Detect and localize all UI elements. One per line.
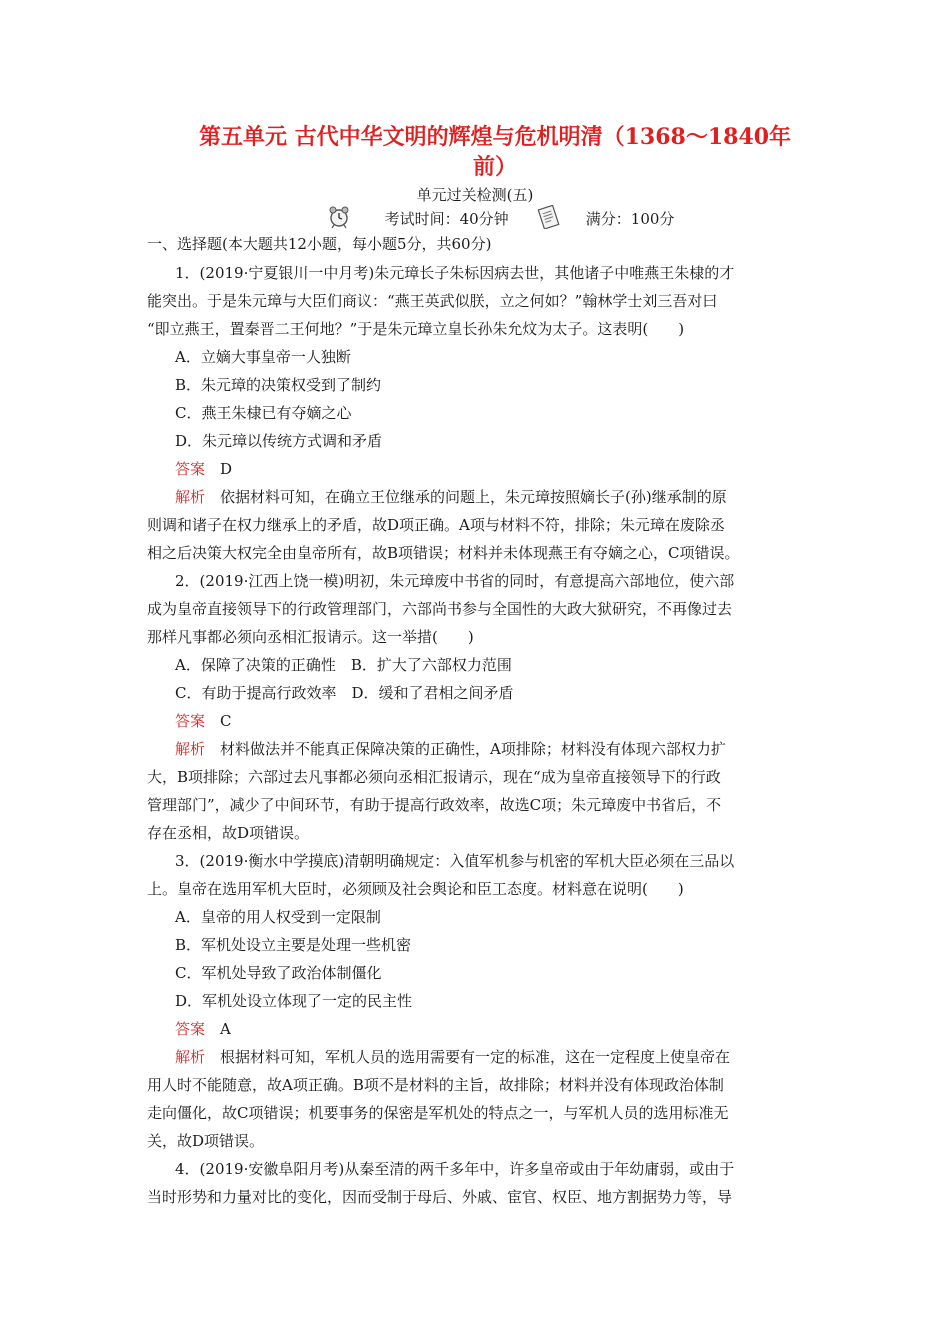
q1-answer	[175, 458, 232, 480]
q1-analysis-line2: 则调和诸子在权力继承上的矛盾，故D项正确。A项与材料不符，排除；朱元璋在废除丞	[147, 516, 725, 534]
q2-stem-line1: 2．(2019·江西上饶一模)明初，朱元璋废中书省的同时，有意提高六部地位，使六部	[175, 572, 735, 590]
q4-stem-line2: 当时形势和力量对比的变化，因而受制于母后、外戚、宦官、权臣、地方割据势力等，导	[147, 1188, 733, 1206]
q3-answer	[175, 1018, 231, 1040]
q1-stem-line2: 能突出。于是朱元璋与大臣们商议：“燕王英武似朕，立之何如？”翰林学士刘三吾对曰	[147, 292, 718, 310]
q2-analysis-line2: 大，B项排除；六部过去凡事都必须向丞相汇报请示，现在“成为皇帝直接领导下的行政	[147, 768, 721, 786]
q1-option-c: C．燕王朱棣已有夺嫡之心	[175, 404, 352, 422]
q3-option-b: B．军机处设立主要是处理一些机密	[175, 936, 412, 954]
analysis-label: 解析	[175, 1048, 206, 1066]
q1-analysis-line1	[175, 486, 727, 508]
full-score: 满分：100分	[585, 210, 675, 228]
q1-stem-line1: 1．(2019·宁夏银川一中月考)朱元璋长子朱标因病去世，其他诸子中唯燕王朱棣的才	[175, 264, 735, 282]
exam-time: 考试时间：40分钟	[384, 210, 509, 228]
q3-analysis-line4: 关，故D项错误。	[147, 1132, 265, 1150]
q1-stem-line3: “即立燕王，置秦晋二王何地？”于是朱元璋立皇长孙朱允炆为太子。这表明( )	[147, 320, 685, 338]
q1-option-d: D．朱元璋以传统方式调和矛盾	[175, 432, 383, 450]
answer-value: D	[220, 460, 233, 478]
exam-meta	[327, 205, 674, 235]
unit-title-line2: 前）	[472, 154, 517, 180]
analysis-text: 依据材料可知，在确立王位继承的问题上，朱元璋按照嫡长子(孙)继承制的原	[220, 488, 727, 506]
analysis-label: 解析	[175, 488, 206, 506]
answer-label: 答案	[175, 1020, 206, 1038]
q3-analysis-line2: 用人时不能随意，故A项正确。B项不是材料的主旨，故排除；材料并没有体现政治体制	[147, 1076, 724, 1094]
answer-label: 答案	[175, 712, 206, 730]
q2-analysis-line4: 存在丞相，故D项错误。	[147, 824, 310, 842]
answer-value: A	[220, 1020, 231, 1038]
q1-option-b: B．朱元璋的决策权受到了制约	[175, 376, 382, 394]
q2-stem-line2: 成为皇帝直接领导下的行政管理部门，六部尚书参与全国性的大政大狱研究，不再像过去	[147, 600, 733, 618]
exam-paper-icon	[536, 205, 562, 235]
analysis-text: 根据材料可知，军机人员的选用需要有一定的标准，这在一定程度上使皇帝在	[220, 1048, 731, 1066]
q3-analysis-line3: 走向僵化，故C项错误；机要事务的保密是军机处的特点之一，与军机人员的选用标准无	[147, 1104, 729, 1122]
analysis-text: 材料做法并不能真正保障决策的正确性，A项排除；材料没有体现六部权力扩	[220, 740, 726, 758]
q3-stem-line1: 3．(2019·衡水中学摸底)清朝明确规定：入值军机参与机密的军机大臣必须在三品以	[175, 852, 735, 870]
answer-label: 答案	[175, 460, 206, 478]
q4-stem-line1: 4．(2019·安徽阜阳月考)从秦至清的两千多年中，许多皇帝或由于年幼庸弱，或由于	[175, 1160, 735, 1178]
q3-option-c: C．军机处导致了政治体制僵化	[175, 964, 382, 982]
section-heading: 一、选择题(本大题共12小题，每小题5分，共60分)	[147, 235, 492, 253]
q1-option-a: A．立嫡大事皇帝一人独断	[175, 348, 351, 366]
subtitle: 单元过关检测(五)	[416, 186, 534, 204]
q2-analysis-line3: 管理部门”，减少了中间环节，有助于提高行政效率，故选C项；朱元璋废中书省后，不	[147, 796, 722, 814]
alarm-clock-icon	[327, 205, 351, 235]
q3-option-a: A．皇帝的用人权受到一定限制	[175, 908, 381, 926]
q3-stem-line2: 上。皇帝在选用军机大臣时，必须顾及社会舆论和臣工态度。材料意在说明( )	[147, 880, 684, 898]
q2-options-ab: A．保障了决策的正确性 B．扩大了六部权力范围	[175, 656, 512, 674]
q2-stem-line3: 那样凡事都必须向丞相汇报请示。这一举措( )	[147, 628, 474, 646]
unit-title-line1: 第五单元 古代中华文明的辉煌与危机明清（1368～1840年	[198, 124, 792, 150]
q3-analysis-line1	[175, 1046, 730, 1068]
q2-analysis-line1	[175, 738, 726, 760]
q3-option-d: D．军机处设立体现了一定的民主性	[175, 992, 413, 1010]
q2-options-cd: C．有助于提高行政效率 D．缓和了君相之间矛盾	[175, 684, 514, 702]
q1-analysis-line3: 相之后决策大权完全由皇帝所有，故B项错误；材料并未体现燕王有夺嫡之心，C项错误。	[147, 544, 740, 562]
analysis-label: 解析	[175, 740, 206, 758]
answer-value: C	[220, 712, 232, 730]
q2-answer	[175, 710, 232, 732]
